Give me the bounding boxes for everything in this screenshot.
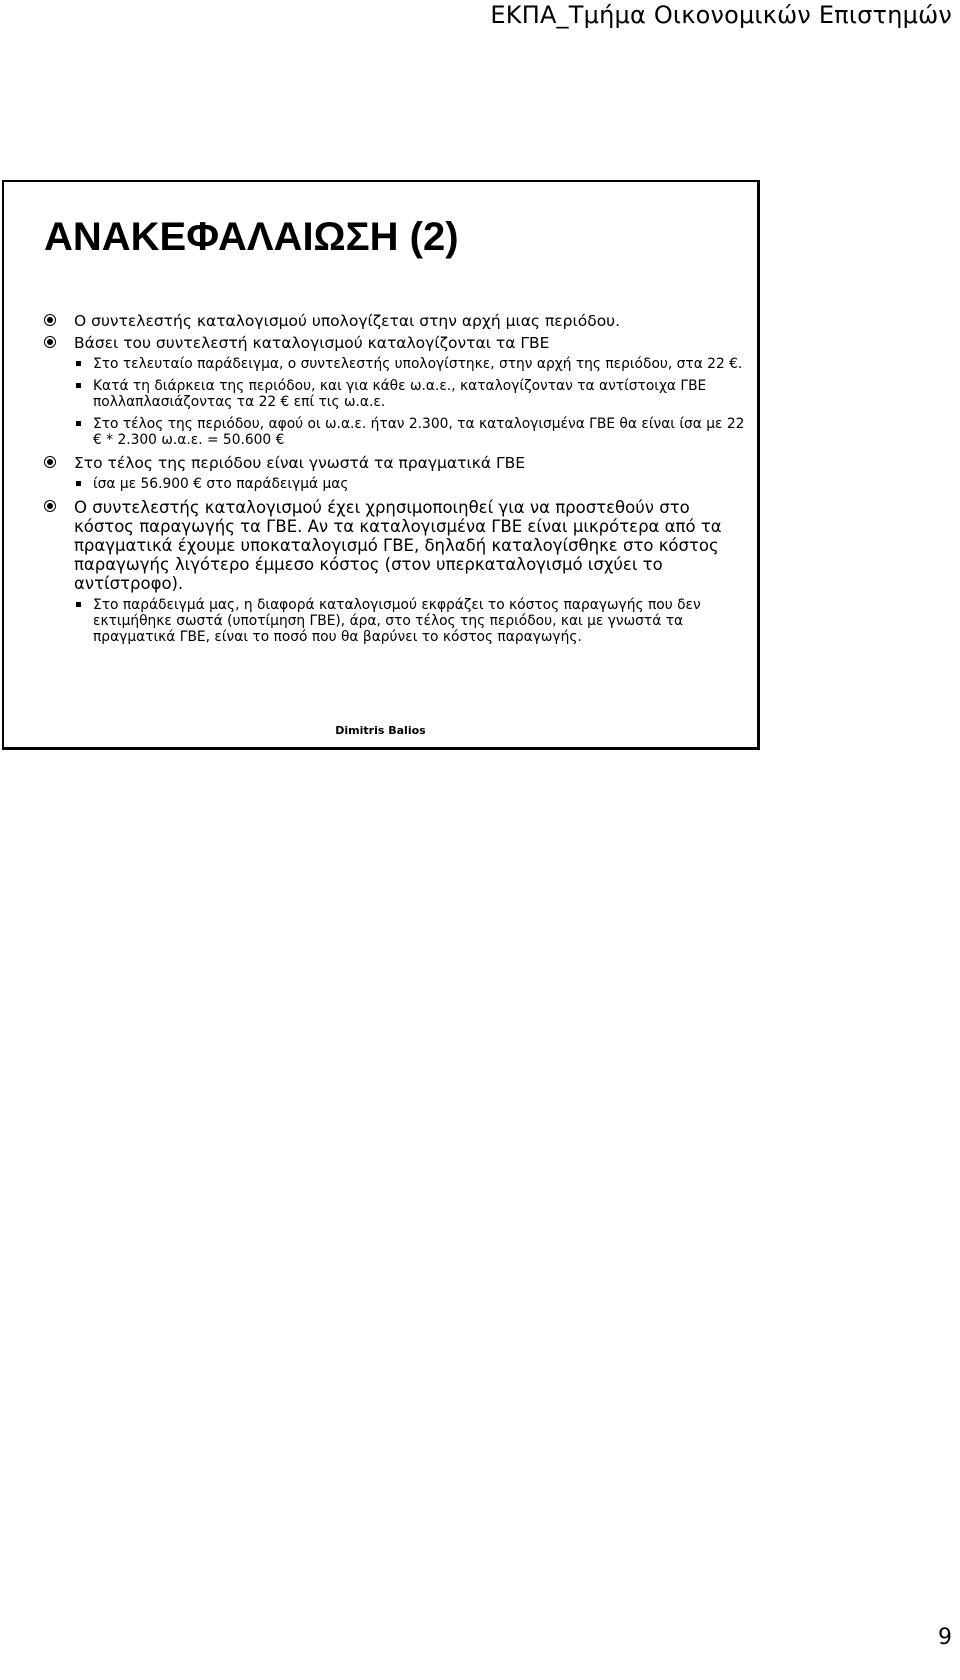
page-number: 9 [938, 1625, 952, 1650]
bullet-item [44, 334, 750, 352]
sub-bullet-item [44, 378, 750, 410]
bullet-text: Ο συντελεστής καταλογισμού έχει χρησιμοποιηθεί για να προστεθούν στο κόστος παραγωγής τα ΓΒΕ. Αν τα καταλογισμένα ΓΒΕ είναι μικρότερα από τα πραγματικά έχουμε υποκαταλογισμό ΓΒΕ, δηλαδή καταλογίσθηκε στο κόστος παραγωγής λιγότερο έμμεσο κόστος (στον υπερκαταλογισμό ισχύει το αντίστροφο). [74, 498, 722, 593]
sub-bullet-text: Στο τελευταίο παράδειγμα, ο συντελεστής υπολογίστηκε, στην αρχή της περιόδου, στα 22 €. [93, 356, 743, 372]
circle-bullet-icon [44, 314, 56, 326]
sub-bullet-text: Κατά τη διάρκεια της περιόδου, και για κάθε ω.α.ε., καταλογίζονταν τα αντίστοιχα ΓΒΕ πολλαπλασιάζοντας τα 22 € επί τις ω.α.ε. [93, 378, 707, 410]
circle-bullet-icon [44, 500, 56, 512]
bullet-text: Ο συντελεστής καταλογισμού υπολογίζεται στην αρχή μιας περιόδου. [74, 312, 621, 330]
circle-bullet-icon [44, 336, 56, 348]
sub-bullet-text: Στο παράδειγμά μας, η διαφορά καταλογισμού εκφράζει το κόστος παραγωγής που δεν εκτιμήθηκε σωστά (υποτίμηση ΓΒΕ), άρα, στο τέλος της περιόδου, και με γνωστά τα πραγματικά ΓΒΕ, είναι το ποσό που θα βαρύνει το κόστος παραγωγής. [93, 597, 701, 645]
bullet-text: Βάσει του συντελεστή καταλογισμού καταλογίζονται τα ΓΒΕ [74, 334, 550, 352]
bullet-item [44, 312, 750, 330]
sub-bullet-item [44, 597, 750, 645]
square-bullet-icon [76, 602, 81, 607]
square-bullet-icon [76, 361, 81, 366]
slide-footer: Dimitris Balios [335, 724, 426, 737]
square-bullet-icon [76, 481, 81, 486]
slide [2, 180, 760, 750]
bullet-item [44, 454, 750, 472]
square-bullet-icon [76, 383, 81, 388]
sub-bullet-text: ίσα με 56.900 € στο παράδειγμά μας [93, 476, 349, 492]
sub-bullet-item [44, 476, 750, 492]
circle-bullet-icon [44, 456, 56, 468]
sub-bullet-text: Στο τέλος της περιόδου, αφού οι ω.α.ε. ήταν 2.300, τα καταλογισμένα ΓΒΕ θα είναι ίσα με 22 € * 2.300 ω.α.ε. = 50.600 € [93, 416, 745, 448]
bullet-text: Στο τέλος της περιόδου είναι γνωστά τα πραγματικά ΓΒΕ [74, 454, 526, 472]
bullet-item [44, 498, 750, 593]
slide-title: ΑΝΑΚΕΦΑΛΑΙΩΣΗ (2) [44, 215, 459, 259]
sub-bullet-item [44, 416, 750, 448]
square-bullet-icon [76, 421, 81, 426]
document-header: ΕΚΠΑ_Τμήμα Οικονομικών Επιστημών [490, 1, 952, 29]
slide-content [44, 312, 750, 651]
sub-bullet-item [44, 356, 750, 372]
